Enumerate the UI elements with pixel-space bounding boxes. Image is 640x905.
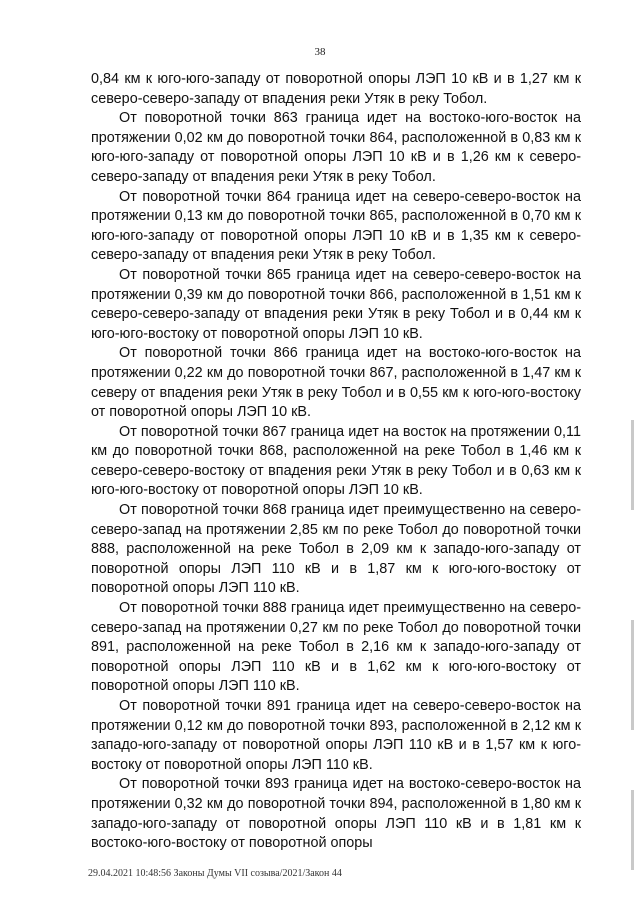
- page-number: 38: [314, 46, 326, 58]
- document-body: [91, 70, 581, 854]
- scan-margin-artifact: [631, 620, 634, 730]
- paragraph-9: От поворотной точки 893 граница идет на востоко-северо-восток на протяжении 0,32 км до поворотной точки 894, расположенной в 1,80 км к западо-юго-западу от поворотной опоры ЛЭП 110 кВ и в 1,81 км к востоко-юго-востоку от поворотной опоры: [91, 776, 581, 852]
- paragraph-6: От поворотной точки 868 граница идет преимущественно на северо-северо-запад на протяжении 2,85 км по реке Тобол до поворотной точки 888, расположенной на реке Тобол в 2,09 км к западо-юго-западу от поворотной опоры ЛЭП 110 кВ и в 1,87 км к юго-юго-востоку от поворотной опоры ЛЭП 110 кВ.: [91, 502, 581, 597]
- paragraph-4: От поворотной точки 866 граница идет на востоко-юго-восток на протяжении 0,22 км до поворотной точки 867, расположенной в 1,47 км к северу от впадения реки Утяк в реку Тобол и в 0,55 км к юго-юго-востоку от поворотной опоры ЛЭП 10 кВ.: [91, 345, 581, 421]
- paragraph-8: От поворотной точки 891 граница идет на северо-северо-восток на протяжении 0,12 км до поворотной точки 893, расположенной в 2,12 км к западо-юго-западу от поворотной опоры ЛЭП 110 кВ и в 1,57 км к юго-востоку от поворотной опоры ЛЭП 110 кВ.: [91, 698, 581, 773]
- paragraph-1: От поворотной точки 863 граница идет на востоко-юго-восток на протяжении 0,02 км до поворотной точки 864, расположенной в 0,83 км к юго-юго-западу от поворотной опоры ЛЭП 10 кВ и в 1,26 км к северо-северо-западу от впадения реки Утяк в реку Тобол.: [91, 110, 581, 185]
- document-footer: 29.04.2021 10:48:56 Законы Думы VII созыва/2021/Закон 44: [88, 868, 342, 879]
- scan-margin-artifact: [631, 420, 634, 510]
- paragraph-0: 0,84 км к юго-юго-западу от поворотной опоры ЛЭП 10 кВ и в 1,27 км к северо-северо-западу от впадения реки Утяк в реку Тобол.: [91, 71, 581, 107]
- paragraph-7: От поворотной точки 888 граница идет преимущественно на северо-северо-запад на протяжении 0,27 км по реке Тобол до поворотной точки 891, расположенной на реке Тобол в 2,16 км к западо-юго-западу от поворотной опоры ЛЭП 110 кВ и в 1,62 км к юго-юго-востоку от поворотной опоры ЛЭП 110 кВ.: [91, 600, 581, 695]
- paragraph-5: От поворотной точки 867 граница идет на восток на протяжении 0,11 км до поворотной точки 868, расположенной на реке Тобол в 1,46 км к северо-северо-востоку от впадения реки Утяк в реку Тобол и в 0,63 км к юго-юго-востоку от поворотной опоры ЛЭП 10 кВ.: [91, 423, 581, 499]
- paragraph-2: От поворотной точки 864 граница идет на северо-северо-восток на протяжении 0,13 км до поворотной точки 865, расположенной в 0,70 км к юго-юго-западу от поворотной опоры ЛЭП 10 кВ и в 1,35 км к северо-северо-западу от впадения реки Утяк в реку Тобол.: [91, 188, 581, 264]
- paragraph-3: От поворотной точки 865 граница идет на северо-северо-восток на протяжении 0,39 км до поворотной точки 866, расположенной в 1,51 км к северо-северо-западу от впадения реки Утяк в реку Тобол и в 0,44 км к юго-юго-востоку от поворотной опоры ЛЭП 10 кВ.: [91, 266, 581, 342]
- scan-margin-artifact: [631, 790, 634, 870]
